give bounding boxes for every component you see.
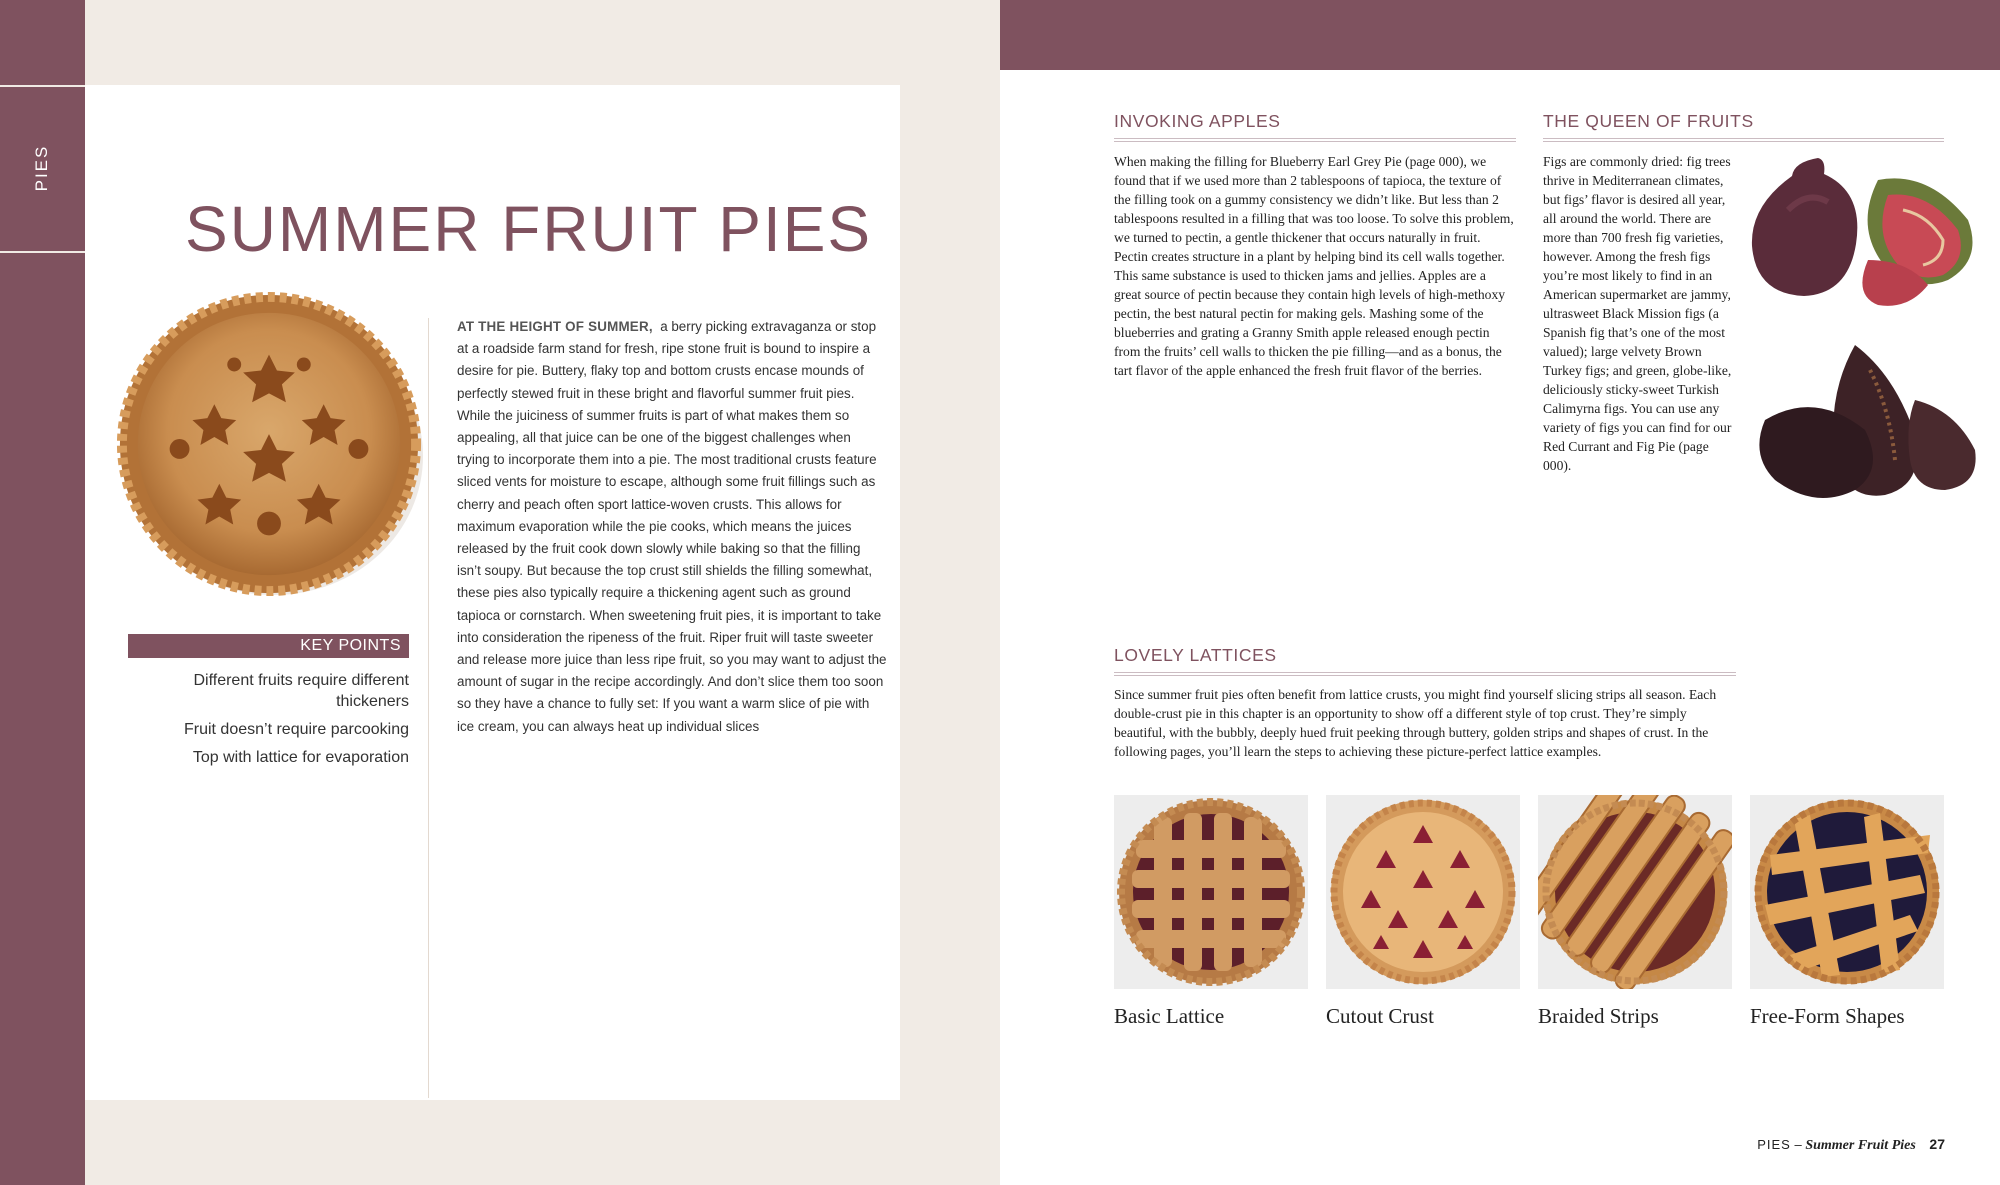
lattices-heading-rule xyxy=(1114,672,1736,676)
key-point-item: Different fruits require different thickeners xyxy=(193,672,409,710)
fresh-fig-image xyxy=(1748,150,1988,310)
intro-paragraph xyxy=(457,316,887,738)
braided-strips-image xyxy=(1538,795,1732,989)
footer-separator: – xyxy=(1794,1137,1802,1152)
intro-lead-in: AT THE HEIGHT OF SUMMER, xyxy=(457,319,653,334)
intro-body: a berry picking extravaganza or stop at a roadside farm stand for fresh, ripe stone fruit is bound to inspire a desire for pie. Buttery, flaky top and bottom crusts encase mounds of perfectly stewed fruit in these bright and flavorful summer fruit pies. While the juiciness of summer fruits is part of what makes them so appealing, all that juice can be one of the biggest challenges when trying to incorporate them into a pie. The most traditional crusts feature sliced vents for moisture to escape, although some fruit fillings such as cherry and peach often sport lattice-woven crusts. This allows for maximum evaporation while the pie cooks, which means the juices released by the fruit cook down slowly while baking so that the filling isn’t soupy. But because the top crust still shields the filling somewhat, these pies also typically require a thickening agent such as ground tapioca or cornstarch. When sweetening fruit pies, it is important to take into consideration the ripeness of the fruit. Riper fruit will taste sweeter and release more juice than less ripe fruit, so you may want to adjust the amount of sugar in the recipe accordingly. And don’t slice them too soon so they have a chance to fully set: If you want a warm slice of pie with ice cream, you can always heat up individual slices xyxy=(457,319,887,734)
caption-braided-strips: Braided Strips xyxy=(1538,1004,1659,1028)
apples-text: When making the filling for Blueberry Earl Grey Pie (page 000), we found that if we used more than 2 tablespoons of tapioca, the texture of the filling took on a gummy consistency we didn’t like. But less than 2 tablespoons resulted in a filling that was too loose. To solve this problem, we turned to pectin, a gentle thickener that occurs naturally in fruit. Pectin creates structure in a plant by helping bind its cell walls together. This same substance is used to thicken jams and jellies. Apples are a great source of pectin because they contain high levels of high-methoxy pectin, the best natural pectin for making gels. Mashing some of the blueberries and grating a Granny Smith apple released enough pectin from the fruits’ cell walls to thicken the pie filling—and as a bonus, the tart flavor of the apple enhanced the fresh fruit flavor of the berries. xyxy=(1114,154,1514,378)
caption-basic-lattice: Basic Lattice xyxy=(1114,1004,1225,1028)
key-points-list xyxy=(128,670,409,775)
tab-divider-top xyxy=(0,85,85,87)
page-number: 27 xyxy=(1929,1136,1945,1152)
apples-heading: INVOKING APPLES xyxy=(1114,111,1281,131)
key-point-item: Fruit doesn’t require parcooking xyxy=(183,721,409,738)
cutout-crust-image xyxy=(1326,795,1520,989)
tab-divider-bottom xyxy=(0,251,85,253)
lattices-heading: LOVELY LATTICES xyxy=(1114,645,1277,665)
key-point-item: Top with lattice for evaporation xyxy=(192,749,409,766)
key-points-heading: KEY POINTS xyxy=(128,634,409,658)
side-tab-strip xyxy=(0,0,85,1185)
lattices-text: Since summer fruit pies often benefit from lattice crusts, you might find yourself slicing strips all season. Each double-crust pie in this chapter is an opportunity to show off a different style of top crust. They’re simply beautiful, with the bubbly, deeply hued fruit peeking through buttery, golden strips and shapes of crust. In the following pages, you’ll learn the steps to achieving these picture-perfect lattice examples. xyxy=(1114,687,1717,759)
top-color-band xyxy=(1000,0,2000,70)
figs-heading: THE QUEEN OF FRUITS xyxy=(1543,111,1754,131)
page-footer xyxy=(1757,1136,1945,1154)
figs-text: Figs are commonly dried: fig trees thrive in Mediterranean climates, but figs’ flavor is desired all year, all around the world. There are more than 700 fresh fig varieties, however. Among the fresh figs you’re most likely to find in an American supermarket are jammy, ultrasweet Black Mission figs (a Spanish fig that’s one of the most valued); large velvety Brown Turkey figs; and green, globe-like, deliciously sticky-sweet Turkish Calimyrna figs. You can use any variety of figs you can find for our Red Currant and Fig Pie (page 000). xyxy=(1543,154,1732,473)
hero-pie-image xyxy=(110,285,428,603)
chapter-tab-label: PIES xyxy=(32,144,51,192)
apples-heading-rule xyxy=(1114,138,1516,142)
caption-cutout-crust: Cutout Crust xyxy=(1326,1004,1434,1028)
caption-free-form-shapes: Free-Form Shapes xyxy=(1750,1004,1905,1028)
dried-fig-image xyxy=(1745,340,1985,510)
basic-lattice-image xyxy=(1114,795,1308,989)
footer-subsection: Summer Fruit Pies xyxy=(1805,1138,1916,1153)
footer-section: PIES xyxy=(1757,1137,1791,1152)
column-divider xyxy=(428,318,429,1098)
figs-heading-rule xyxy=(1543,138,1944,142)
free-form-shapes-image xyxy=(1750,795,1944,989)
page-title: SUMMER FRUIT PIES xyxy=(185,193,873,265)
